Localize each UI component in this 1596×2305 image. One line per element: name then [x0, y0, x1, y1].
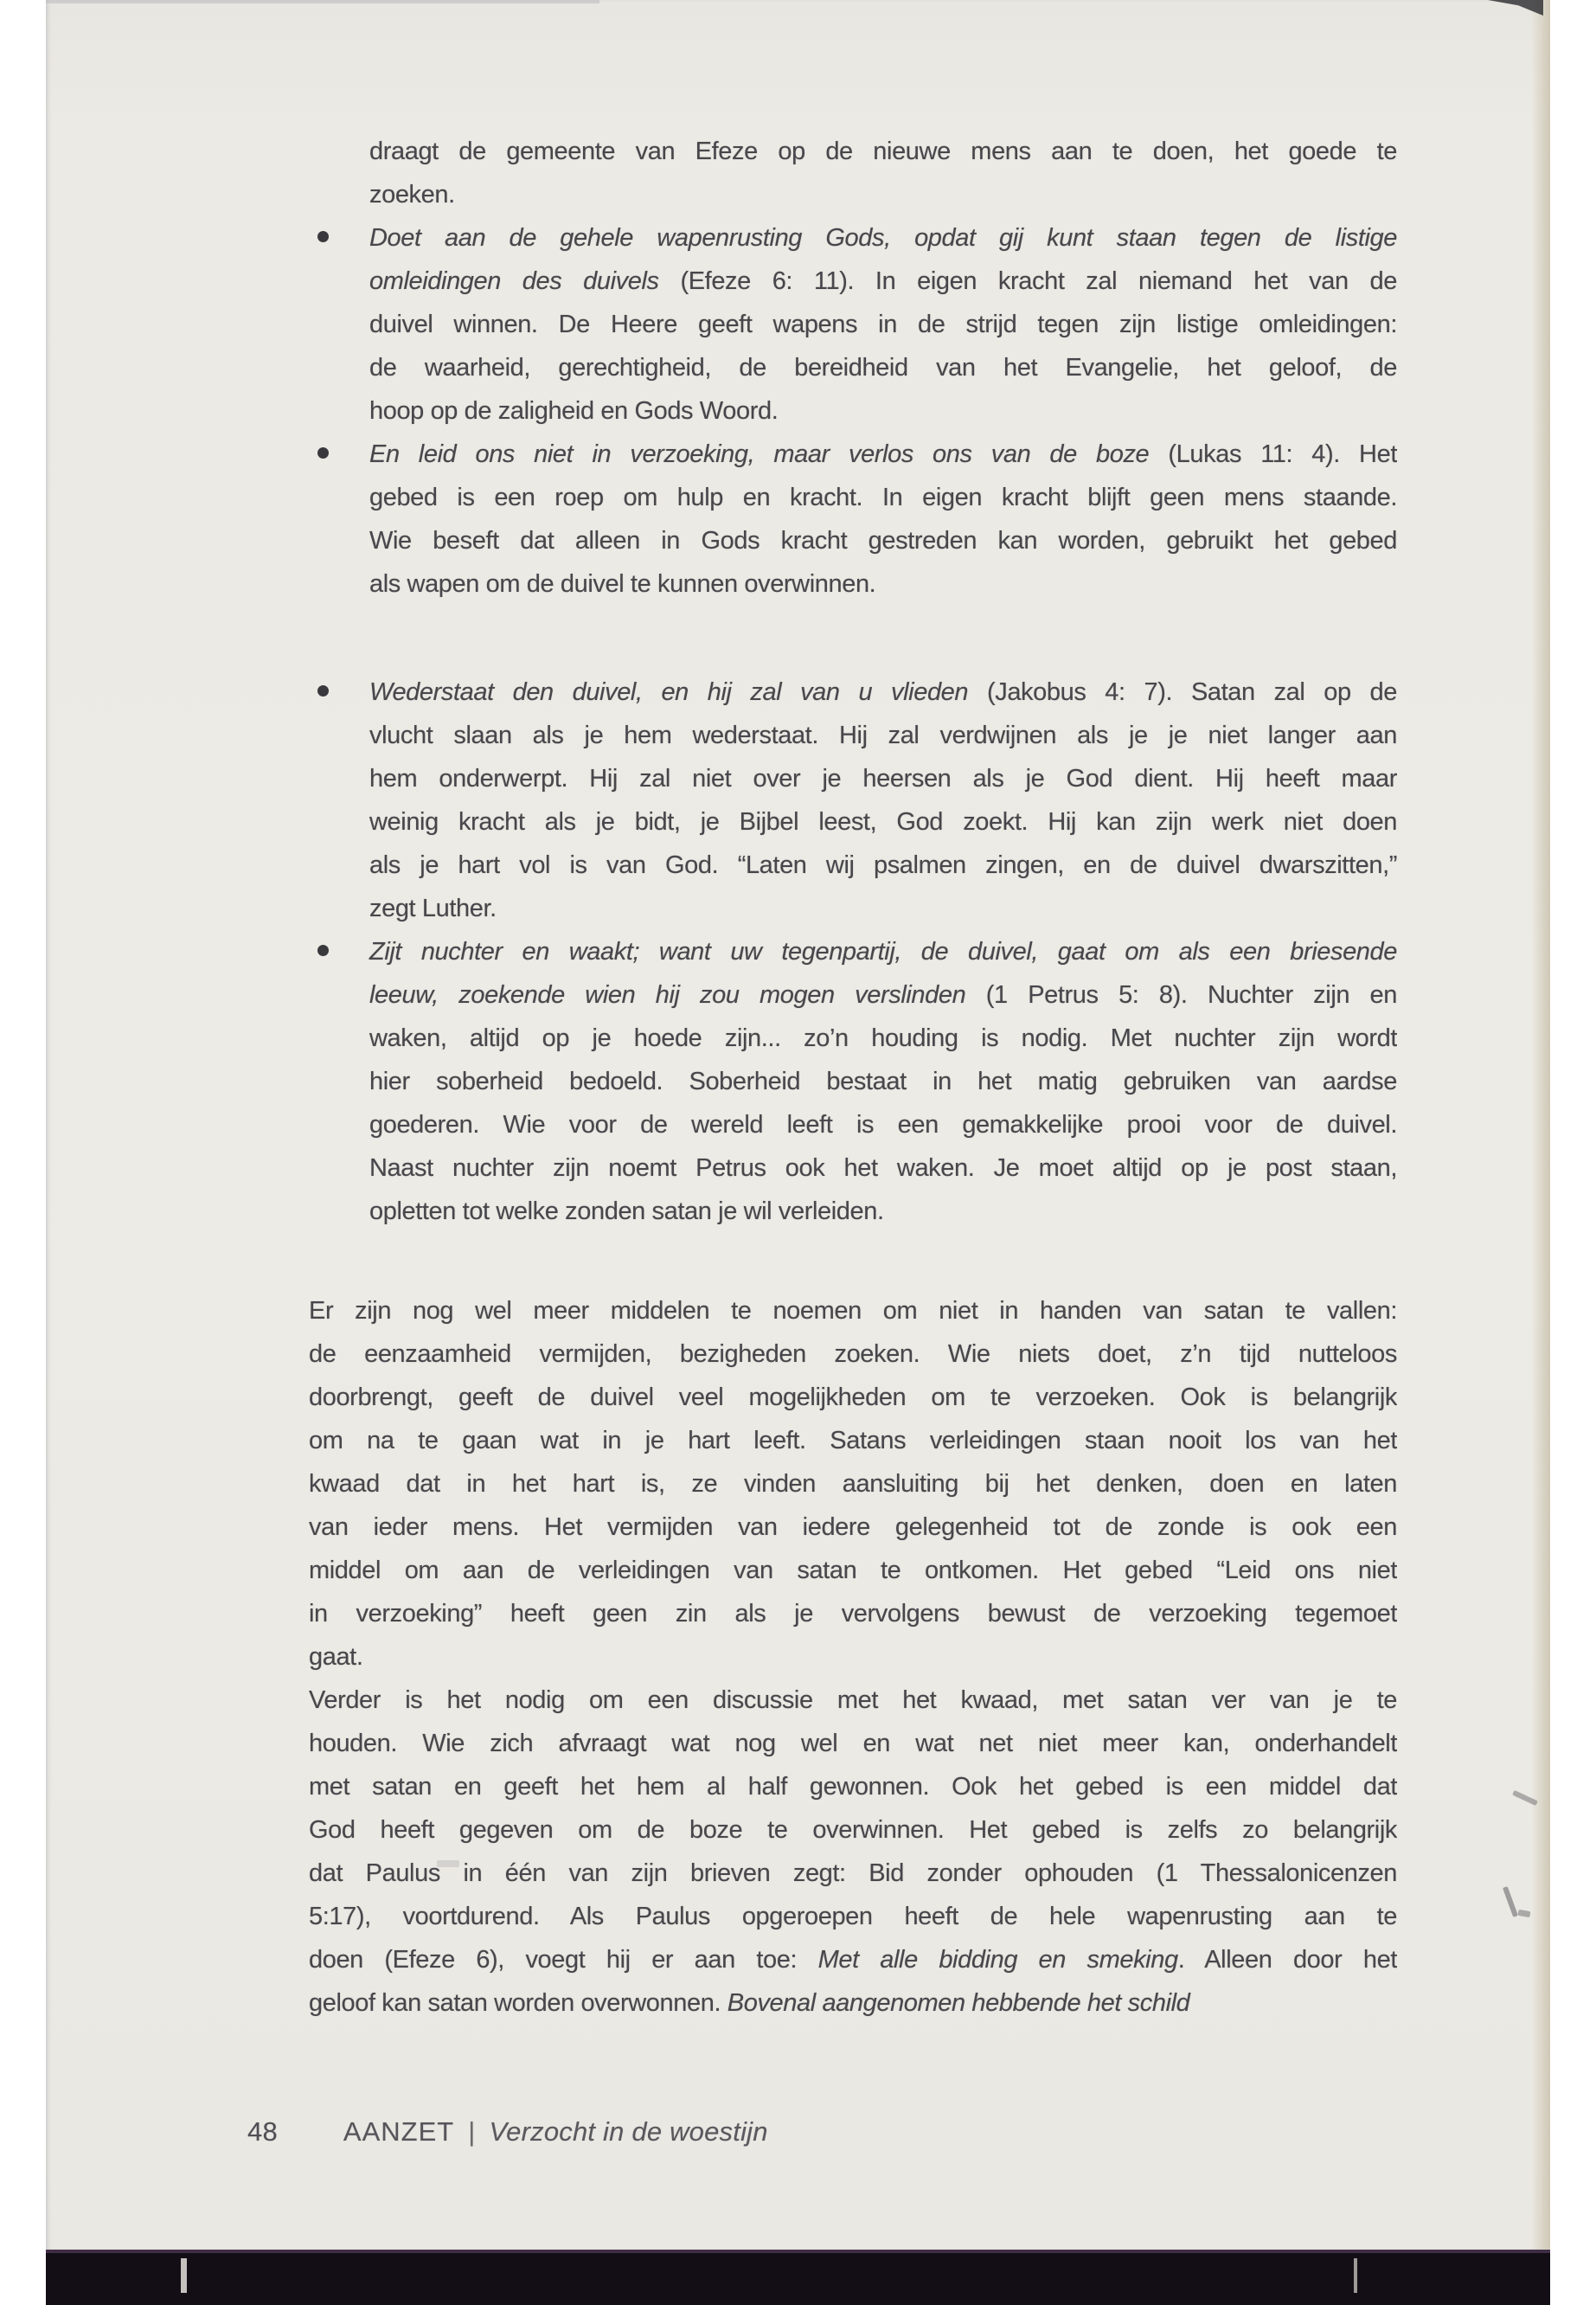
body-text: Er zijn nog wel meer middelen te noemen om niet in handen van satan te vallen: [309, 1297, 1397, 1325]
book-page-scan [46, 0, 1550, 2250]
text-line [309, 1592, 1397, 1635]
body-text: kwaad dat in het hart is, ze vinden aansluiting bij het denken, doen en laten [309, 1470, 1397, 1498]
body-text: 5:17), voortdurend. Als Paulus opgeroepen heeft de hele wapenrusting aan te [309, 1903, 1397, 1930]
page-right-edge [1531, 0, 1550, 2250]
text-line [309, 973, 1397, 1017]
text-line [309, 1722, 1397, 1765]
paragraph-verder [309, 1679, 1397, 2025]
paragraph-middelen [309, 1289, 1397, 1679]
text-line [309, 1332, 1397, 1376]
text-line [309, 433, 1397, 476]
body-text: van ieder mens. Het vermijden van iedere gelegenheid tot de zonde is ook een [309, 1513, 1397, 1541]
text-line [309, 476, 1397, 519]
text-line [309, 1549, 1397, 1592]
text-line [309, 1852, 1397, 1895]
scripture-quote-text: leeuw, zoekende wien hij zou mogen verslinden [369, 981, 986, 1009]
body-text: doen (Efeze 6), voegt hij er aan toe: [309, 1946, 818, 1974]
body-text: draagt de gemeente van Efeze op de nieuwe mens aan te doen, het goede te [369, 138, 1397, 165]
body-text: met satan en geeft het hem al half gewonnen. Ook het gebed is een middel dat [309, 1773, 1397, 1801]
bullet-item-leid-ons-niet [309, 433, 1397, 606]
body-text: Wie beseft dat alleen in Gods kracht gestreden kan worden, gebruikt het gebed [369, 527, 1397, 555]
body-text: de eenzaamheid vermijden, bezigheden zoeken. Wie niets doet, z’n tijd nutteloos [309, 1340, 1397, 1368]
body-text: Verder is het nodig om een discussie met het kwaad, met satan ver van je te [309, 1686, 1397, 1714]
text-line [309, 1808, 1397, 1852]
body-text: als wapen om de duivel te kunnen overwinnen. [369, 570, 876, 598]
bullet-item-zijt-nuchter [309, 930, 1397, 1233]
body-text: gebed is een roep om hulp en kracht. In eigen kracht blijft geen mens staande. [369, 484, 1397, 511]
page-footer [247, 2113, 768, 2151]
text-line [309, 303, 1397, 346]
text-line [309, 887, 1397, 930]
text-line [309, 1765, 1397, 1808]
body-text: (Lukas 11: 4). Het [1168, 440, 1397, 468]
text-line [309, 562, 1397, 606]
body-text: goederen. Wie voor de wereld leeft is een gemakkelijke prooi voor de duivel. [369, 1111, 1397, 1139]
body-text: (1 Petrus 5: 8). Nuchter zijn en [985, 981, 1397, 1009]
text-line [309, 1103, 1397, 1146]
text-line [309, 1146, 1397, 1190]
body-text: hem onderwerpt. Hij zal niet over je heersen als je God dient. Hij heeft maar [369, 765, 1397, 793]
text-line [309, 1895, 1397, 1938]
body-text: (Efeze 6: 11). In eigen kracht zal niemand het van de [680, 267, 1397, 295]
text-line [309, 1419, 1397, 1462]
text-line [309, 757, 1397, 800]
body-text: houden. Wie zich afvraagt wat nog wel en wat net niet meer kan, onderhandelt [309, 1730, 1397, 1757]
footer-separator: | [468, 2116, 476, 2147]
body-text: waken, altijd op je hoede zijn... zo’n houding is nodig. Met nuchter zijn wordt [369, 1024, 1397, 1052]
body-text: weinig kracht als je bidt, je Bijbel leest, God zoekt. Hij kan zijn werk niet doen [369, 808, 1397, 836]
scripture-quote-text: omleidingen des duivels [369, 267, 681, 295]
text-line [309, 1190, 1397, 1233]
text-line [309, 519, 1397, 562]
text-line [309, 1635, 1397, 1679]
body-text: middel om aan de verleidingen van satan te ontkomen. Het gebed “Leid ons niet [309, 1557, 1397, 1584]
page-number: 48 [247, 2116, 278, 2147]
text-line [309, 260, 1397, 303]
scripture-quote-text: Doet aan de gehele wapenrusting Gods, opdat gij kunt staan tegen de listige [369, 224, 1397, 252]
body-text: als je hart vol is van God. “Laten wij psalmen zingen, en de duivel dwarszitten,” [369, 851, 1397, 879]
scripture-quote-text: Wederstaat den duivel, en hij zal van u vlieden [369, 678, 987, 706]
body-text: in verzoeking” heeft geen zin als je vervolgens bewust de verzoeking tegemoet [309, 1600, 1397, 1628]
text-line [309, 671, 1397, 714]
bottom-scan-band [46, 2250, 1550, 2305]
body-text: doorbrengt, geeft de duivel veel mogelijkheden om te verzoeken. Ook is belangrijk [309, 1384, 1397, 1411]
chapter-title: Verzocht in de woestijn [489, 2116, 768, 2147]
body-text: de waarheid, gerechtigheid, de bereidheid van het Evangelie, het geloof, de [369, 354, 1397, 382]
bullet-marker-icon [317, 685, 329, 697]
body-text: (Jakobus 4: 7). Satan zal op de [986, 678, 1397, 706]
body-text: opletten tot welke zonden satan je wil verleiden. [369, 1197, 884, 1225]
band-notch [1354, 2258, 1357, 2293]
body-text: om na te gaan wat in je hart leeft. Satans verleidingen staan nooit los van het [309, 1427, 1397, 1454]
body-text: dat Paulus in één van zijn brieven zegt: Bid zonder ophouden (1 Thessalonicenzen [309, 1859, 1397, 1887]
scan-speck [1517, 1910, 1530, 1917]
text-line [309, 346, 1397, 389]
body-text: God heeft gegeven om de boze te overwinnen. Het gebed is zelfs zo belangrijk [309, 1816, 1397, 1844]
bullet-item-wederstaat [309, 671, 1397, 930]
scripture-quote-text: Bovenal aangenomen hebbende het schild [727, 1989, 1190, 2017]
text-line [309, 1938, 1397, 1981]
text-line [309, 173, 1397, 216]
scripture-quote-text: Met alle bidding en smeking [817, 1946, 1178, 1974]
body-text: geloof kan satan worden overwonnen. [309, 1989, 727, 2017]
bullet-item-wapenrusting [309, 216, 1397, 433]
body-text: gaat. [309, 1643, 363, 1671]
body-text: Naast nuchter zijn noemt Petrus ook het waken. Je moet altijd op je post staan, [369, 1154, 1397, 1182]
text-line [309, 1981, 1397, 2025]
text-line [309, 130, 1397, 173]
bullet-marker-icon [317, 447, 329, 459]
text-line [309, 1679, 1397, 1722]
text-block-continuation [309, 130, 1397, 216]
scan-speck [1503, 1886, 1518, 1917]
text-line [309, 1506, 1397, 1549]
text-line [309, 1289, 1397, 1332]
page-top-edge [46, 0, 599, 3]
body-text: vlucht slaan als je hem wederstaat. Hij zal verdwijnen als je je niet langer aan [369, 722, 1397, 749]
text-line [309, 216, 1397, 260]
body-text: . Alleen door het [1177, 1946, 1397, 1974]
series-title: AANZET [343, 2116, 455, 2147]
text-line [309, 930, 1397, 973]
scan-smudge [437, 1860, 459, 1867]
text-line [309, 1060, 1397, 1103]
body-text: hier soberheid bedoeld. Soberheid bestaat in het matig gebruiken van aardse [369, 1068, 1397, 1095]
text-line [309, 1462, 1397, 1506]
body-text: hoop op de zaligheid en Gods Woord. [369, 397, 779, 425]
bullet-marker-icon [317, 945, 329, 956]
body-text: zegt Luther. [369, 895, 497, 922]
scripture-quote-text: Zijt nuchter en waakt; want uw tegenpartij, de duivel, gaat om als een briesende [369, 938, 1397, 966]
text-line [309, 1017, 1397, 1060]
body-text: zoeken. [369, 181, 455, 209]
text-line [309, 844, 1397, 887]
body-text: duivel winnen. De Heere geeft wapens in de strijd tegen zijn listige omleidingen: [369, 311, 1397, 338]
text-line [309, 800, 1397, 844]
scripture-quote-text: En leid ons niet in verzoeking, maar verlos ons van de boze [369, 440, 1169, 468]
bullet-marker-icon [317, 231, 329, 242]
text-line [309, 389, 1397, 433]
text-line [309, 714, 1397, 757]
text-line [309, 1376, 1397, 1419]
band-notch [181, 2258, 187, 2293]
